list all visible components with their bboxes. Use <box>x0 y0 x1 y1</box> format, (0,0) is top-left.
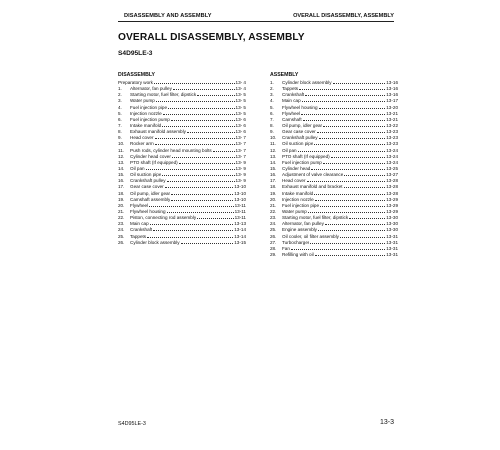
toc-entry-page: 13- 4 <box>235 80 246 85</box>
toc-entry-label: Fuel injection pipe <box>282 202 320 208</box>
leader-dots <box>179 163 235 164</box>
toc-entry-label: PTO shaft (If equipped) <box>282 153 330 159</box>
leader-dots <box>314 194 385 195</box>
toc-entry-page: 13-15 <box>234 239 246 245</box>
toc-entry-number: 26. <box>270 233 277 239</box>
disassembly-list <box>118 86 246 246</box>
toc-entry-number: 24. <box>270 221 277 227</box>
toc-entry-number: 3. <box>270 92 274 98</box>
leader-dots <box>302 101 386 102</box>
toc-entry-number: 22. <box>118 215 125 221</box>
toc-entry-label: Camshaft assembly <box>130 196 171 202</box>
leader-dots <box>171 194 233 195</box>
leader-dots <box>197 95 234 96</box>
toc-entry-number: 17. <box>270 178 277 184</box>
toc-entry-label: Alternator, fan pulley <box>130 86 172 92</box>
page-title: OVERALL DISASSEMBLY, ASSEMBLY <box>118 32 305 43</box>
toc-entry-page: 13- 7 <box>235 135 246 141</box>
toc-entry-page: 13-30 <box>386 227 398 233</box>
leader-dots <box>173 89 235 90</box>
leader-dots <box>146 169 235 170</box>
toc-entry-label: Fuel injection pump <box>130 116 170 122</box>
toc-entry-page: 13-23 <box>386 135 398 141</box>
leader-dots <box>323 126 385 127</box>
assembly-heading: ASSEMBLY <box>270 72 299 78</box>
toc-entry-label: Camshaft <box>282 116 302 122</box>
toc-entry-page: 13-11 <box>234 202 246 208</box>
toc-entry-label: Gear case cover <box>282 129 316 135</box>
leader-dots <box>344 175 385 176</box>
toc-entry-number: 19. <box>270 190 277 196</box>
leader-dots <box>167 212 234 213</box>
toc-entry-page: 13-29 <box>386 208 398 214</box>
toc-entry-page: 13-28 <box>386 190 398 196</box>
toc-entry-page: 13-10 <box>234 196 246 202</box>
toc-entry-number: 18. <box>270 184 277 190</box>
toc-entry-page: 13- 6 <box>235 122 246 128</box>
toc-entry-label: Gear case cover <box>130 184 164 190</box>
disassembly-column <box>118 71 246 246</box>
leader-dots <box>320 206 385 207</box>
toc-entry-label: Flywheel <box>130 202 149 208</box>
toc-entry-label: Water pump <box>282 208 307 214</box>
toc-entry-number: 1. <box>118 86 122 92</box>
toc-entry-page: 13-13 <box>234 221 246 227</box>
toc-entry-label: Main cap <box>282 98 301 104</box>
leader-dots <box>197 218 233 219</box>
toc-entry-page: 13- 9 <box>235 178 246 184</box>
leader-dots <box>301 114 385 115</box>
toc-entry-label: Main cap <box>130 221 149 227</box>
toc-entry-page: 13- 9 <box>235 172 246 178</box>
leader-dots <box>147 237 233 238</box>
toc-entry-page: 13-16 <box>386 86 398 92</box>
leader-dots <box>163 114 235 115</box>
toc-entry-number: 27. <box>270 239 277 245</box>
toc-entry-number: 25. <box>270 227 277 233</box>
toc-entry-number: 5. <box>118 110 122 116</box>
toc-entry-label: Turbocharger <box>282 239 310 245</box>
toc-entry-page: 13- 5 <box>235 92 246 98</box>
toc-entry-label: Fuel injection pipe <box>130 104 168 110</box>
toc-entry[interactable] <box>118 240 246 246</box>
leader-dots <box>310 243 385 244</box>
toc-entry-number: 2. <box>270 86 274 92</box>
toc-entry-page: 13-24 <box>386 147 398 153</box>
toc-entry-label: Fuel injection pump <box>282 159 322 165</box>
toc-entry-page: 13-11 <box>234 208 246 214</box>
leader-dots <box>308 212 385 213</box>
toc-entry-page: 13-21 <box>386 116 398 122</box>
leader-dots <box>303 120 386 121</box>
leader-dots <box>149 206 233 207</box>
leader-dots <box>325 224 385 225</box>
toc-entry-label: PTO shaft (If equipped) <box>130 159 178 165</box>
toc-entry-label: Cylinder block assembly <box>282 80 332 85</box>
toc-entry-page: 13-31 <box>386 239 398 245</box>
toc-entry-page: 13- 7 <box>235 153 246 159</box>
toc-entry-label: Cylinder head cover <box>130 153 171 159</box>
toc-entry-number: 4. <box>118 104 122 110</box>
toc-entry-label: Oil pump, idler gear <box>130 190 171 196</box>
toc-entry-page: 13- 9 <box>235 159 246 165</box>
toc-entry-number: 7. <box>118 122 122 128</box>
toc-entry-label: Alternator, fan pulley <box>282 221 324 227</box>
toc-entry-page: 13-23 <box>386 141 398 147</box>
toc-entry-label: Oil cooler, oil filter assembly <box>282 233 339 239</box>
running-header-section: DISASSEMBLY AND ASSEMBLY <box>124 13 212 19</box>
toc-entry-page: 13-29 <box>386 196 398 202</box>
assembly-list <box>270 80 398 258</box>
toc-entry-number: 3. <box>118 98 122 104</box>
leader-dots <box>311 169 385 170</box>
toc-entry-label: Head cover <box>130 135 154 141</box>
toc-entry-label: Tappets <box>282 86 299 92</box>
toc-entry-label: Push rods, cylinder head mounting bolts <box>130 147 212 153</box>
leader-dots <box>181 243 234 244</box>
toc-entry-label: Oil pan <box>130 165 145 171</box>
toc-entry-label: Starting motor, fuel filter, dipstick <box>130 92 197 98</box>
toc-entry-page: 13-28 <box>386 184 398 190</box>
toc-entry-number: 4. <box>270 98 274 104</box>
leader-dots <box>314 144 385 145</box>
toc-entry-page: 13-25 <box>386 165 398 171</box>
toc-entry-page: 13- 6 <box>235 116 246 122</box>
toc-entry-number: 7. <box>270 116 274 122</box>
toc-entry-number: 12. <box>118 153 125 159</box>
toc-entry-number: 15. <box>118 172 125 178</box>
leader-dots <box>319 108 386 109</box>
toc-entry-number: 13. <box>270 153 277 159</box>
toc-entry-page: 13- 7 <box>235 147 246 153</box>
toc-entry-page: 13-31 <box>386 233 398 239</box>
leader-dots <box>305 95 385 96</box>
leader-dots <box>150 224 234 225</box>
toc-entry-label: Engine assembly <box>282 227 317 233</box>
toc-entry-page: 13-10 <box>234 184 246 190</box>
toc-entry-number: 16. <box>270 172 277 178</box>
leader-dots <box>318 230 385 231</box>
toc-entry-number: 6. <box>118 116 122 122</box>
leader-dots <box>307 181 386 182</box>
toc-entry-label: Flywheel <box>282 110 301 116</box>
toc-entry-label: Oil suction pipe <box>282 141 314 147</box>
toc-entry-page: 13-24 <box>386 159 398 165</box>
toc-entry-page: 13- 4 <box>235 86 246 92</box>
toc-entry-number: 1. <box>270 80 274 85</box>
leader-dots <box>319 138 386 139</box>
disassembly-heading: DISASSEMBLY <box>118 72 155 78</box>
toc-entry-page: 13-16 <box>386 92 398 98</box>
toc-entry-label: Exhaust manifold assembly <box>130 129 186 135</box>
leader-dots <box>317 132 386 133</box>
toc-entry-page: 13-27 <box>386 172 398 178</box>
toc-entry-number: 2. <box>118 92 122 98</box>
toc-entry-number: 10. <box>118 141 125 147</box>
toc-entry-page: 13-14 <box>234 227 246 233</box>
toc-entry-number: 9. <box>270 129 274 135</box>
toc-entry-page: 13-31 <box>386 251 398 257</box>
leader-dots <box>298 151 386 152</box>
toc-entry-number: 23. <box>118 221 125 227</box>
running-header-topic: OVERALL DISASSEMBLY, ASSEMBLY <box>293 13 394 19</box>
toc-entry-label: Fan <box>282 245 290 251</box>
toc-entry-label: Preparatory work <box>118 80 153 85</box>
toc-entry-number: 26. <box>118 239 125 245</box>
leader-dots <box>171 120 235 121</box>
toc-entry-page: 13- 5 <box>235 110 246 116</box>
toc-entry-page: 13- 5 <box>235 98 246 104</box>
toc-entry-number: 11. <box>118 147 125 153</box>
toc-entry-number: 25. <box>118 233 125 239</box>
toc-entry-number: 8. <box>270 122 274 128</box>
toc-entry-number: 21. <box>270 202 277 208</box>
toc-entry-page: 13-22 <box>386 122 398 128</box>
leader-dots <box>162 126 234 127</box>
leader-dots <box>291 249 385 250</box>
toc-entry-page: 13-14 <box>234 233 246 239</box>
toc-entry-number: 16. <box>118 178 125 184</box>
toc-entry-page: 13-31 <box>386 245 398 251</box>
toc-entry-number: 6. <box>270 110 274 116</box>
toc-entry[interactable] <box>270 252 398 258</box>
leader-dots <box>155 138 235 139</box>
toc-entry-label: Piston, connecting rod assembly <box>130 215 197 221</box>
leader-dots <box>340 237 385 238</box>
toc-entry-number: 18. <box>118 190 125 196</box>
toc-entry-label: Water pump <box>130 98 155 104</box>
toc-entry-label: Crankshaft pulley <box>282 135 318 141</box>
toc-entry-label: Crankshaft <box>282 92 305 98</box>
leader-dots <box>165 187 234 188</box>
toc-entry-page: 13-24 <box>386 153 398 159</box>
toc-entry-label: Cylinder head <box>282 165 311 171</box>
toc-entry-page: 13- 6 <box>235 129 246 135</box>
toc-entry-page: 13-23 <box>386 129 398 135</box>
toc-entry-page: 13-30 <box>386 221 398 227</box>
toc-entry-label: Injection nozzle <box>130 110 162 116</box>
footer-model: S4D95LE-3 <box>118 421 146 427</box>
toc-entry-page: 13-20 <box>386 104 398 110</box>
toc-entry-label: Starting motor, fuel filter, dipstick <box>282 215 349 221</box>
toc-entry-label: Adjustment of valve clearance <box>282 172 344 178</box>
model-subtitle: S4D95LE-3 <box>118 50 153 57</box>
toc-entry-page: 13-28 <box>386 178 398 184</box>
toc-entry-label: Cylinder block assembly <box>130 239 180 245</box>
toc-entry-number: 29. <box>270 251 277 257</box>
toc-entry-page: 13-16 <box>386 80 398 85</box>
toc-entry-page: 13-29 <box>386 202 398 208</box>
leader-dots <box>187 132 235 133</box>
toc-entry-number: 21. <box>118 208 125 214</box>
leader-dots <box>333 83 386 84</box>
assembly-column <box>270 71 398 258</box>
leader-dots <box>171 200 233 201</box>
toc-entry-number: 19. <box>118 196 125 202</box>
toc-entry-label: Crankshaft <box>130 227 153 233</box>
toc-entry-number: 14. <box>270 159 277 165</box>
toc-entry-label: Injection nozzle <box>282 196 314 202</box>
toc-entry-number: 15. <box>270 165 277 171</box>
toc-entry-number: 20. <box>270 196 277 202</box>
toc-entry-number: 8. <box>118 129 122 135</box>
toc-entry-number: 17. <box>118 184 125 190</box>
header-rule <box>118 21 394 22</box>
leader-dots <box>156 101 235 102</box>
toc-entry-number: 20. <box>118 202 125 208</box>
leader-dots <box>323 163 385 164</box>
leader-dots <box>155 144 235 145</box>
leader-dots <box>154 83 235 84</box>
toc-entry-label: Oil pump, idler gear <box>282 122 323 128</box>
toc-entry-label: Oil suction pipe <box>130 172 162 178</box>
toc-entry-page: 13- 5 <box>235 104 246 110</box>
toc-entry-label: Intake manifold <box>282 190 314 196</box>
toc-entry-label: Flywheel housing <box>282 104 318 110</box>
leader-dots <box>172 157 235 158</box>
toc-entry-number: 11. <box>270 141 277 147</box>
toc-entry-label: Tappets <box>130 233 147 239</box>
toc-entry-page: 13-11 <box>234 215 246 221</box>
toc-entry-label: Exhaust manifold and bracket <box>282 184 343 190</box>
leader-dots <box>315 200 386 201</box>
toc-entry-number: 12. <box>270 147 277 153</box>
toc-entry-number: 14. <box>118 165 125 171</box>
leader-dots <box>167 181 235 182</box>
leader-dots <box>213 151 235 152</box>
toc-entry-number: 28. <box>270 245 277 251</box>
leader-dots <box>168 108 234 109</box>
leader-dots <box>162 175 234 176</box>
toc-entry-label: Rocker arm <box>130 141 154 147</box>
toc-entry-page: 13- 9 <box>235 165 246 171</box>
toc-entry-label: Refilling with oil <box>282 251 314 257</box>
page-number: 13-3 <box>379 419 394 426</box>
toc-entry-page: 13-10 <box>234 190 246 196</box>
toc-entry-number: 22. <box>270 208 277 214</box>
toc-entry-page: 13-17 <box>386 98 398 104</box>
toc-entry-number: 23. <box>270 215 277 221</box>
toc-entry-label: Intake manifold <box>130 122 162 128</box>
toc-entry-label: Flywheel housing <box>130 208 166 214</box>
leader-dots <box>299 89 385 90</box>
toc-entry-label: Crankshaft pulley <box>130 178 166 184</box>
leader-dots <box>349 218 385 219</box>
leader-dots <box>153 230 233 231</box>
leader-dots <box>344 187 386 188</box>
toc-entry-number: 24. <box>118 227 125 233</box>
toc-entry-label: Head cover <box>282 178 306 184</box>
toc-entry-page: 13-21 <box>386 110 398 116</box>
toc-entry-number: 5. <box>270 104 274 110</box>
leader-dots <box>331 157 386 158</box>
toc-entry-number: 10. <box>270 135 277 141</box>
toc-entry-number: 13. <box>118 159 125 165</box>
leader-dots <box>315 255 386 256</box>
toc-entry-page: 13- 7 <box>235 141 246 147</box>
toc-entry-label: Oil pan <box>282 147 297 153</box>
toc-entry-page: 13-30 <box>386 215 398 221</box>
toc-entry-number: 9. <box>118 135 122 141</box>
